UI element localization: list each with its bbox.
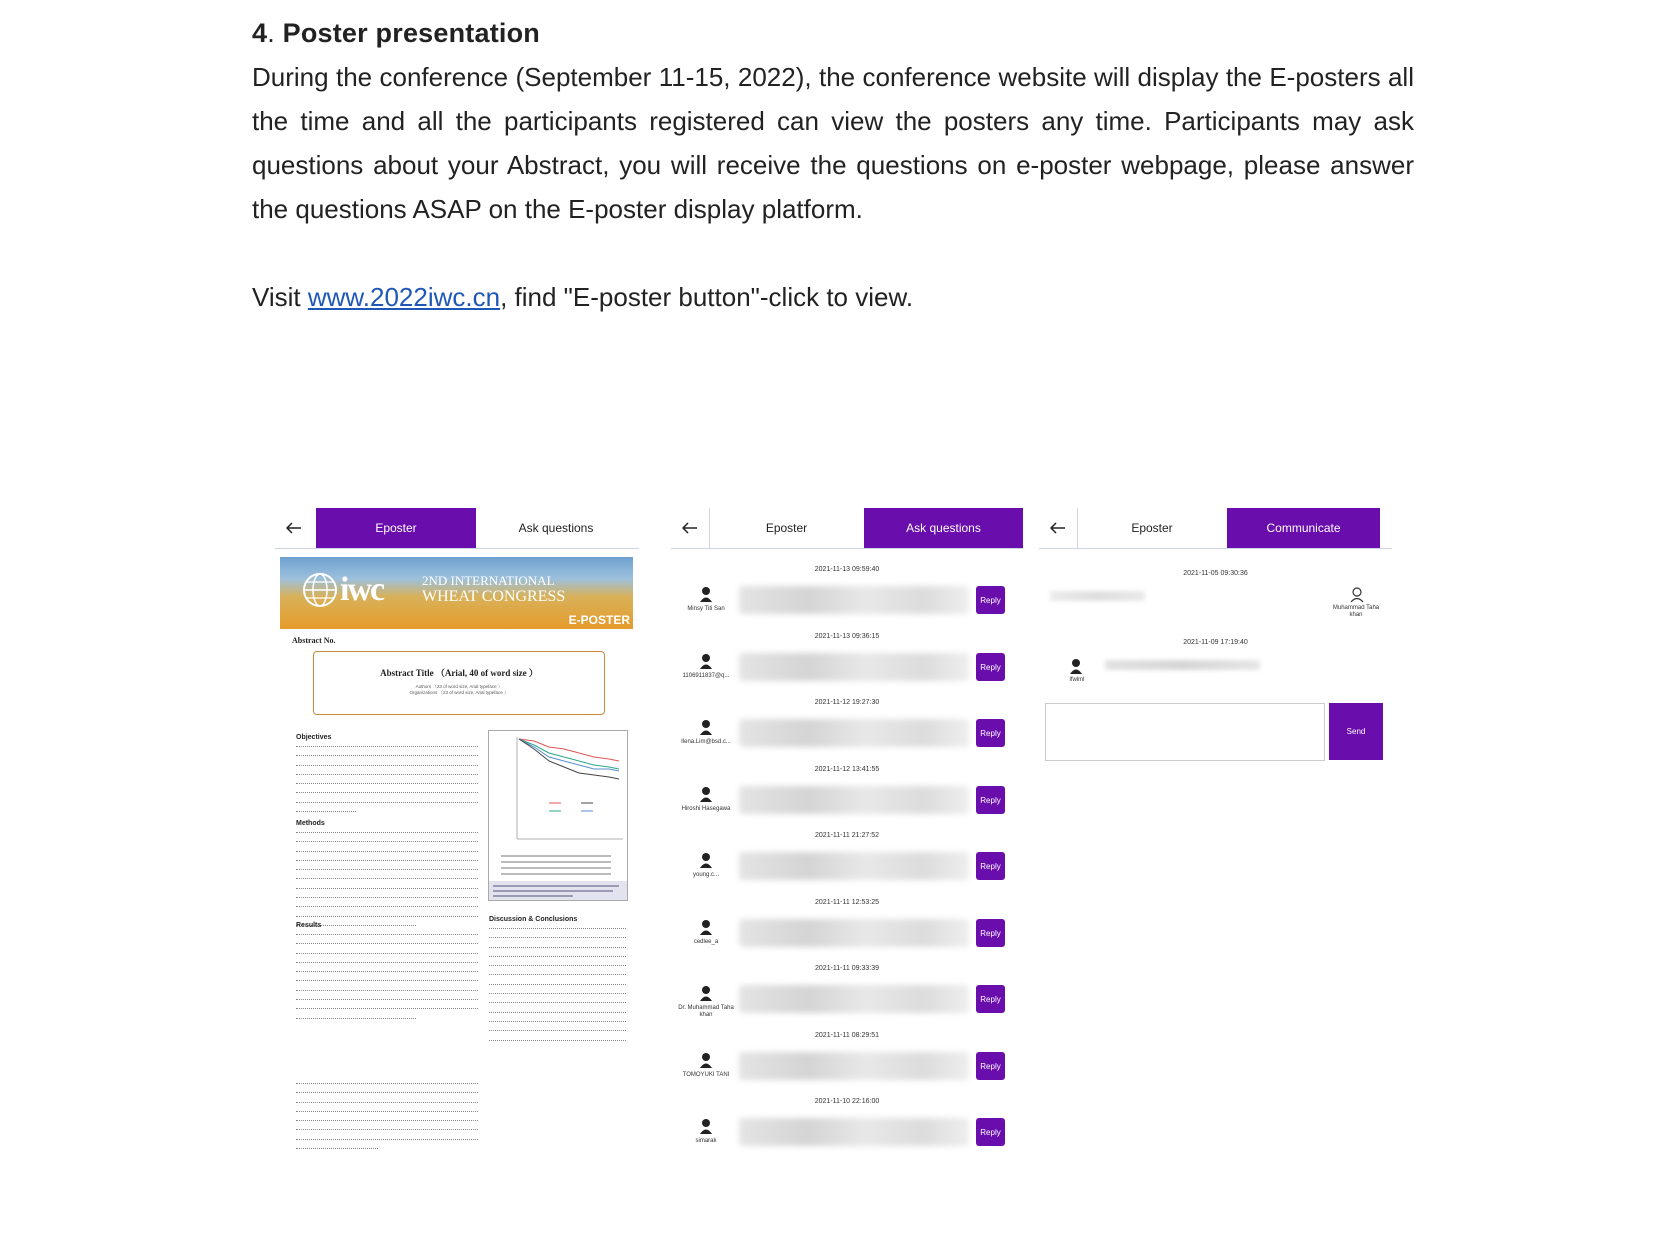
question-timestamp: 2021-11-11 09:33:39	[815, 965, 879, 972]
message-bubble	[1045, 652, 1375, 692]
reply-button[interactable]: Reply	[976, 653, 1005, 681]
user-icon	[699, 653, 713, 669]
banner-eposter-tag: E-POSTER	[568, 613, 630, 627]
question-timestamp: 2021-11-12 19:27:30	[814, 699, 880, 706]
reply-button[interactable]: Reply	[976, 719, 1005, 747]
blurred-message-text	[1050, 591, 1145, 601]
user-icon	[699, 852, 713, 868]
user-icon	[699, 786, 713, 802]
message-timestamp: 2021-11-09 17:19:40	[1183, 639, 1248, 646]
globe-icon	[302, 570, 338, 610]
reply-button[interactable]: Reply	[976, 919, 1005, 947]
extra-text-lines	[296, 1083, 478, 1157]
authors-line: Authors （23 of word size, Arial typeface ）	[415, 684, 503, 689]
back-arrow-icon[interactable]	[1039, 508, 1077, 548]
heading-text: Poster presentation	[282, 18, 540, 48]
message-sender-name: Muhammad Taha khan	[1332, 605, 1380, 618]
communicate-tabbar	[1039, 508, 1392, 549]
survival-curve-graphic	[489, 731, 627, 900]
eposter-panel	[275, 508, 639, 1188]
discussion-text-lines	[489, 928, 626, 1049]
tab-ask-questions[interactable]: Ask questions	[864, 508, 1023, 548]
discussion-heading: Discussion & Conclusions	[489, 916, 578, 923]
visit-suffix: , find "E-poster button"-click to view.	[500, 282, 914, 312]
question-author: cedlee_a	[693, 939, 719, 945]
questions-tabbar	[671, 508, 1023, 549]
user-icon	[699, 919, 713, 935]
user-icon	[699, 985, 713, 1001]
user-icon	[1069, 658, 1083, 674]
question-author: Minsy Titi San	[687, 606, 725, 612]
visit-prefix: Visit	[252, 282, 308, 312]
results-heading: Results	[296, 922, 322, 929]
blurred-question-text	[739, 919, 969, 947]
user-icon	[699, 586, 713, 602]
organizations-line: Organizations （23 of word size, Arial typeface ）	[409, 690, 509, 695]
reply-button[interactable]: Reply	[976, 1118, 1005, 1146]
user-icon	[699, 1052, 713, 1068]
tab-eposter[interactable]: Eposter	[1131, 521, 1173, 535]
communicate-panel	[1039, 508, 1392, 1188]
heading-number: 4	[252, 18, 268, 48]
blurred-message-text	[1105, 660, 1260, 670]
blurred-question-text	[739, 1118, 969, 1146]
user-icon	[699, 719, 713, 735]
reply-button[interactable]: Reply	[976, 786, 1005, 814]
message-bubble	[1045, 583, 1380, 623]
question-timestamp: 2021-11-13 09:36:15	[814, 633, 880, 640]
tab-eposter[interactable]: Eposter	[765, 521, 808, 535]
visit-line	[252, 275, 1414, 319]
eposter-tabbar	[275, 508, 639, 549]
user-icon	[699, 1118, 713, 1134]
abstract-title-box	[313, 651, 605, 715]
banner-line1: 2ND INTERNATIONAL	[422, 573, 555, 588]
banner-line2: WHEAT CONGRESS	[422, 588, 566, 605]
blurred-question-text	[739, 1052, 969, 1080]
results-text-lines	[296, 934, 478, 1027]
poster-banner	[280, 557, 633, 629]
poster-figure	[488, 730, 628, 901]
reply-button[interactable]: Reply	[976, 586, 1005, 614]
objectives-heading: Objectives	[296, 734, 332, 741]
document-body	[252, 18, 1414, 319]
methods-heading: Methods	[296, 820, 325, 827]
tab-eposter[interactable]: Eposter	[316, 508, 476, 548]
message-input[interactable]	[1045, 703, 1325, 761]
blurred-question-text	[739, 586, 969, 614]
website-link[interactable]: www.2022iwc.cn	[307, 282, 501, 312]
question-timestamp: 2021-11-11 08:29:51	[815, 1032, 879, 1039]
blurred-question-text	[739, 852, 969, 880]
send-button[interactable]: Send	[1329, 703, 1383, 760]
question-author: Ilena.Lim@bsd.c...	[681, 739, 731, 745]
iwc-logo: iwc	[340, 571, 384, 608]
section-heading	[252, 18, 1414, 49]
reply-button[interactable]: Reply	[976, 985, 1005, 1013]
question-author: young.c...	[692, 872, 719, 878]
intro-paragraph: During the conference (September 11-15, 2022), the conference website will display the E-posters all the time and all the participants registered can view the posters any time. Participants may ask questions about your Abstract, you will receive the questions on e-poster webpage, please answer the questions ASAP on the E-poster display platform.	[252, 62, 1414, 224]
tab-communicate[interactable]: Communicate	[1227, 508, 1380, 548]
user-outline-icon	[1350, 587, 1364, 603]
back-arrow-icon[interactable]	[671, 508, 709, 548]
blurred-question-text	[739, 786, 969, 814]
abstract-title: Abstract Title （Arial, 40 of word size ）	[380, 668, 538, 678]
blurred-question-text	[739, 653, 969, 681]
question-timestamp: 2021-11-12 13:41:55	[814, 766, 880, 773]
reply-button[interactable]: Reply	[976, 1052, 1005, 1080]
heading-dot: .	[267, 18, 275, 48]
reply-button[interactable]: Reply	[976, 852, 1005, 880]
question-author: TOMOYUKI TANI	[682, 1072, 730, 1078]
question-author: Dr. Muhammad Taha khan	[678, 1005, 734, 1018]
question-author: simarak	[695, 1138, 717, 1144]
back-arrow-icon[interactable]	[275, 508, 313, 548]
message-timestamp: 2021-11-05 09:30:36	[1183, 570, 1248, 577]
blurred-question-text	[739, 719, 969, 747]
question-timestamp: 2021-11-13 09:59:40	[814, 566, 880, 573]
question-timestamp: 2021-11-11 12:53:25	[815, 899, 879, 906]
tab-ask-questions[interactable]: Ask questions	[518, 521, 594, 535]
abstract-number-label: Abstract No.	[292, 636, 336, 645]
objectives-text-lines	[296, 746, 478, 820]
message-sender-name: lfwlml	[1069, 677, 1085, 683]
question-author: Hiroshi Hasegawa	[681, 806, 731, 812]
question-timestamp: 2021-11-11 21:27:52	[815, 832, 879, 839]
ask-questions-panel	[671, 508, 1023, 1188]
blurred-question-text	[739, 985, 969, 1013]
question-author: 1106911837@q...	[682, 673, 730, 679]
question-timestamp: 2021-11-10 22:16:00	[814, 1098, 880, 1105]
methods-text-lines	[296, 832, 478, 934]
